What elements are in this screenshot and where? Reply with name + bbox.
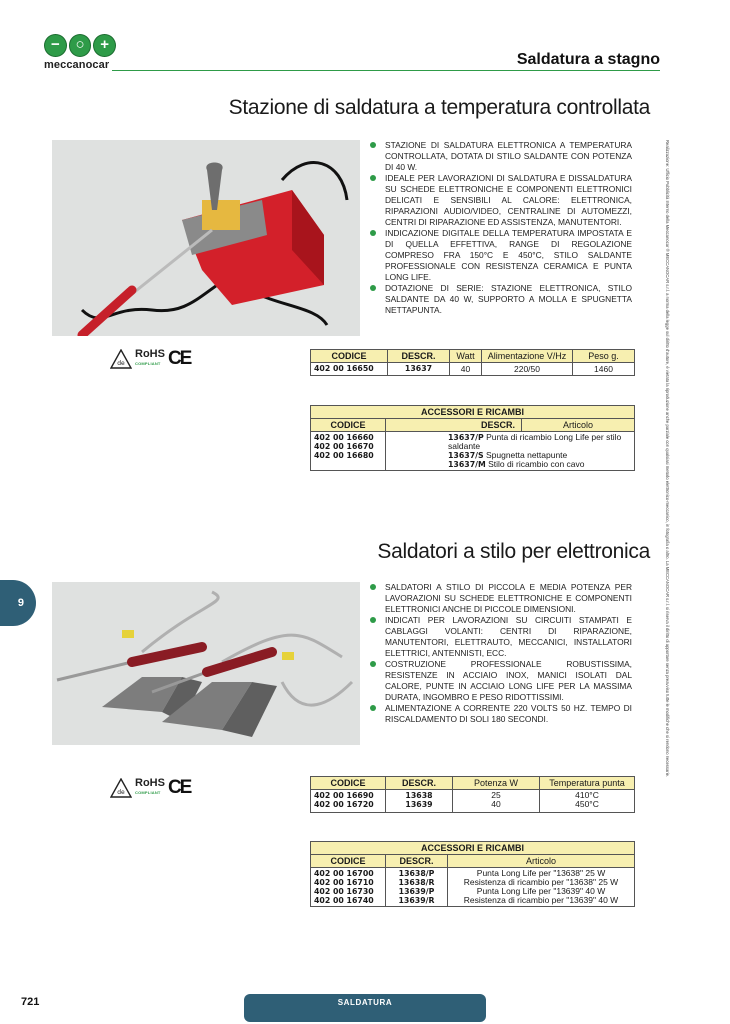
plus-icon: + [93,34,116,57]
bullet-dot-icon [370,584,376,590]
rohs-mark: RoHS COMPLIANT [135,348,165,366]
ce-mark: CE [167,348,191,369]
header-divider [112,70,660,71]
bullet-dot-icon [370,661,376,667]
bullet-dot-icon [370,705,376,711]
bullet-dot-icon [370,142,376,148]
table-row: 402 00 16690 402 00 16720 13638 13639 25 40 410°C 450°C [311,790,635,813]
bullet-item: STAZIONE DI SALDATURA ELETTRONICA A TEMPERATURA CONTROLLATA, DOTATA DI STILO SALDANTE CON POTENZA DI 40 W. [370,140,632,173]
accessory-line: 13637/P Punta di ricambio Long Life per stilo saldante [448,432,622,451]
soldering-irons-illustration [52,582,360,745]
svg-text:de: de [117,789,125,796]
weee-bin-icon [110,778,132,798]
certification-marks [110,777,190,799]
weee-bin-icon [110,349,132,369]
accessory-line: 13637/M Stilo di ricambio con cavo [448,459,585,469]
section2-product-table: CODICE DESCR. Potenza W Temperatura punta 402 00 16690 402 00 16720 13638 13639 25 40 410°C 450°C [310,776,635,813]
section1-accessories-table: ACCESSORI E RICAMBI CODICE DESCR. Articolo 402 00 16660 402 00 16670 402 00 16680 13637/P Punta di ricambio Long Life per stilo saldante 13637/S Spugnetta nettapunte 13637/M Stilo di ricambio con cavo [310,405,635,471]
table-row: 402 00 16650 13637 40 220/50 1460 [311,363,635,376]
copyright-notice: Realizzazione: Ufficio Pubblicità Interno della Meccanocar ® MECCANOCAR s.r.l. a norma della legge sul diritto d'autore, è vietata la riproduzione anche parziale con qualsiasi metodo elettronico-meccanico, in fotografia o altro. La MECCANOCAR s.r.l. si riserva il diritto di apportare senza preavviso tutte le modifiche che si rendono necessarie. [665,140,670,778]
category-title: Saldatura a stagno [516,51,660,68]
brand-logo [44,34,116,74]
svg-text:de: de [117,360,125,367]
section2-accessories-table: ACCESSORI E RICAMBI CODICE DESCR. Articolo 402 00 16700 402 00 16710 402 00 16730 402 00 16740 13638/P 13638/R 13639/P 13639/R Punta Long Life per "13638" 25 W Resistenza di ricambio per "13638" 25 W Punta Long Life per "13639" 40 W Resistenza di ricambio per "13639" 40 W [310,841,635,907]
soldering-station-illustration [52,140,360,336]
bullet-item: SALDATORI A STILO DI PICCOLA E MEDIA POTENZA PER LAVORAZIONI SU SCHEDE ELETTRONICHE E COMPONENTI ELETTRONICI ANCHE DI PICCOLE DIMENSIONI. [370,582,632,615]
bullet-item: INDICATI PER LAVORAZIONI SU CIRCUITI STAMPATI E CABLAGGI VOLANTI: CENTRI DI RIPARAZIONE, MANUTENTORI, ELETTRAUTO, MECCANICI, INSTALLATORI ELETTRICI, ANTENNISTI, ECC. [370,615,632,659]
minus-icon: − [44,34,67,57]
table-row: 402 00 16660 402 00 16670 402 00 16680 13637/P Punta di ricambio Long Life per stilo saldante 13637/S Spugnetta nettapunte 13637/M Stilo di ricambio con cavo [311,432,635,471]
bullet-dot-icon [370,175,376,181]
bullet-dot-icon [370,230,376,236]
section1-title: Stazione di saldatura a temperatura controllata [228,96,650,119]
bullet-item: DOTAZIONE DI SERIE: STAZIONE ELETTRONICA, STILO SALDANTE DA 40 W, SUPPORTO A MOLLA E SPUGNETTA NETTAPUNTA. [370,283,632,316]
bullet-dot-icon [370,617,376,623]
rohs-mark: RoHS COMPLIANT [135,777,165,795]
chapter-tab[interactable]: 9 [0,580,36,626]
soldering-irons-photo [52,582,360,745]
page-number: 721 [21,996,40,1008]
section1-bullet-list [370,140,632,316]
section2-title: Saldatori a stilo per elettronica [377,540,650,563]
brand-name: meccanocar [44,59,110,71]
bullet-item: INDICAZIONE DIGITALE DELLA TEMPERATURA IMPOSTATA E DI QUELLA EFFETTIVA, RANGE DI REGOLAZIONE COMPRESO FRA 150°C E 450°C, STILO SALDANTE PROFESSIONALE CON RESISTENZA CERAMICA E PUNTA LONG LIFE. [370,228,632,283]
section2-bullet-list [370,582,632,725]
table-row: 402 00 16700 402 00 16710 402 00 16730 402 00 16740 13638/P 13638/R 13639/P 13639/R Punta Long Life per "13638" 25 W Resistenza di ricambio per "13638" 25 W Punta Long Life per "13639" 40 W Resistenza di ricambio per "13639" 40 W [311,868,635,907]
section1-product-table: CODICE DESCR. Watt Alimentazione V/Hz Peso g. 402 00 16650 13637 40 220/50 1460 [310,349,635,376]
footer-section-label: SALDATURA [244,994,486,1022]
ce-mark: CE [167,777,191,798]
bullet-item: ALIMENTAZIONE A CORRENTE 220 VOLTS 50 HZ. TEMPO DI RISCALDAMENTO DI SOLI 180 SECONDI. [370,703,632,725]
certification-marks [110,348,190,370]
soldering-station-photo [52,140,360,336]
bullet-item: IDEALE PER LAVORAZIONI DI SALDATURA E DISSALDATURA SU SCHEDE ELETTRONICHE E COMPONENTI ELETTRONICI DELICATI E SENSIBILI AL CALORE: ELETTRONICA, RIPARAZIONI AUDIO/VIDEO, CENTRALINE DI AUTOMEZZI, CENTRI DI RIPARAZIONE ED ASSISTENZA, MANUTENTORI. [370,173,632,228]
ring-icon: ○ [69,34,92,57]
bullet-dot-icon [370,285,376,291]
bullet-item: COSTRUZIONE PROFESSIONALE ROBUSTISSIMA, RESISTENZE IN ACCIAIO INOX, MANICI ISOLATI DAL CALORE, PUNTE IN ACCIAIO LONG LIFE PER LA MASSIMA DURATA, INGOMBRO E PESO RIDOTTISSIMI. [370,659,632,703]
accessory-line: 13637/S Spugnetta nettapunte [448,450,568,460]
